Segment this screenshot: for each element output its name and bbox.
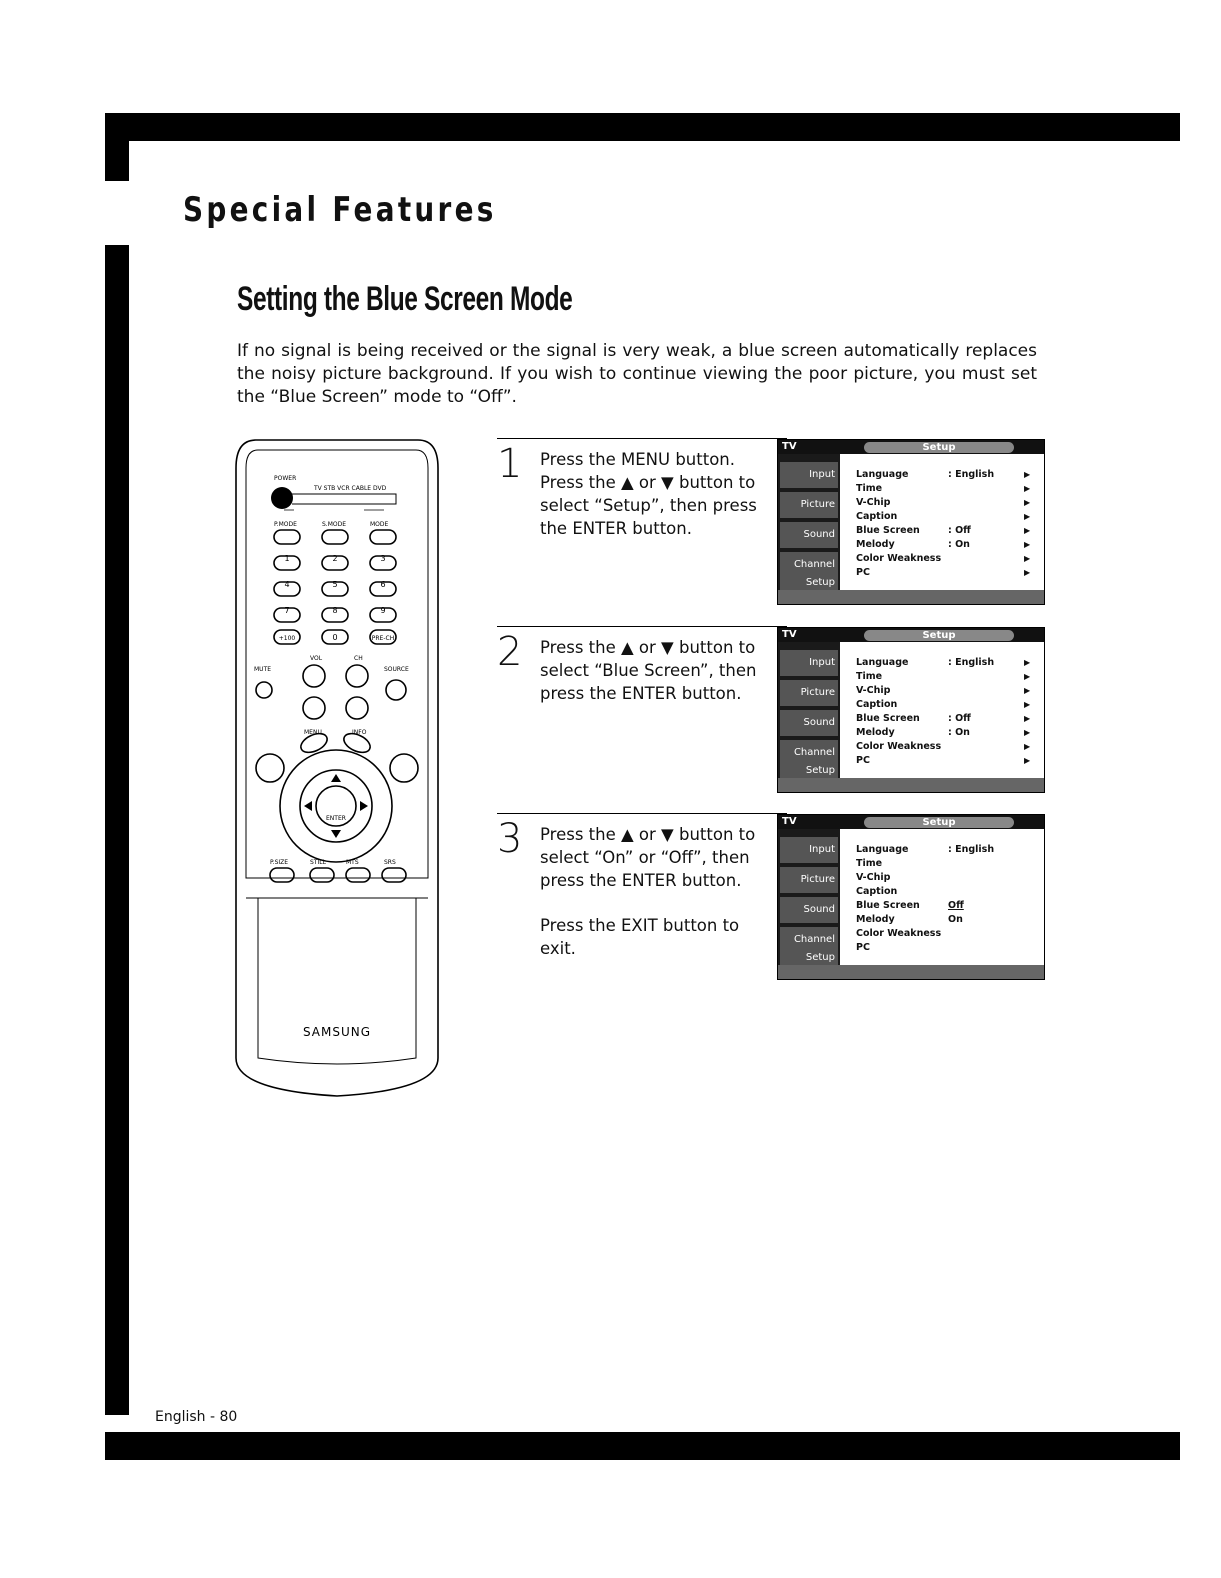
- remote-vol-label: VOL: [310, 655, 323, 662]
- osd-header-label: TV: [782, 629, 797, 640]
- osd-footer: [778, 778, 1044, 792]
- remote-key-100: +100: [278, 635, 296, 642]
- remote-enter-label: ENTER: [326, 815, 346, 822]
- remote-ch-label: CH: [354, 655, 363, 662]
- osd-header-title: Setup: [864, 442, 1014, 453]
- remote-info-label: INFO: [352, 729, 367, 736]
- osd-footer: [778, 590, 1044, 604]
- remote-key-1: 1: [284, 554, 290, 563]
- remote-mode-labels: TV STB VCR CABLE DVD: [314, 485, 387, 492]
- remote-control-illustration: [234, 438, 440, 1100]
- remote-smode-label: S.MODE: [322, 521, 347, 528]
- osd-row: Time: [856, 858, 883, 869]
- osd-tab-setup: Setup: [780, 576, 838, 590]
- osd-row: Language : English: [856, 844, 995, 855]
- osd-tab-sound: Sound: [780, 897, 838, 923]
- osd-header: [778, 440, 1044, 454]
- remote-source-label: SOURCE: [384, 666, 409, 673]
- step-number: 1: [497, 441, 523, 487]
- osd-tab-input: Input: [780, 650, 838, 676]
- osd-row: Time ▶: [856, 483, 1031, 494]
- osd-row: PC ▶: [856, 567, 1031, 578]
- osd-menu: [856, 656, 1036, 768]
- osd-tab-channel: Channel: [780, 927, 838, 953]
- top-bar: [105, 113, 1180, 141]
- osd-row: Melody On: [856, 914, 963, 925]
- osd-header-label: TV: [782, 441, 797, 452]
- remote-key-9: 9: [380, 606, 386, 615]
- remote-mode-label: MODE: [370, 521, 389, 528]
- osd-row: V-Chip ▶: [856, 685, 1031, 696]
- osd-row: Color Weakness ▶: [856, 553, 1031, 564]
- osd-row: Color Weakness: [856, 928, 942, 939]
- osd-row: Caption ▶: [856, 511, 1031, 522]
- remote-pmode-label: P.MODE: [274, 521, 297, 528]
- osd-header-title: Setup: [864, 817, 1014, 828]
- osd-tab-input: Input: [780, 462, 838, 488]
- osd-row: Blue Screen : Off ▶: [856, 525, 1031, 536]
- remote-power-label: POWER: [274, 475, 297, 482]
- osd-option-on: On: [948, 914, 963, 925]
- remote-srs-label: SRS: [384, 859, 396, 866]
- osd-row: Melody : On ▶: [856, 727, 1031, 738]
- osd-menu: [856, 843, 1036, 955]
- bottom-bar: [105, 1432, 1180, 1460]
- osd-header: [778, 815, 1044, 829]
- osd-footer: [778, 965, 1044, 979]
- osd-row: PC: [856, 942, 870, 953]
- osd-row: Melody : On ▶: [856, 539, 1031, 550]
- remote-key-8: 8: [332, 606, 338, 615]
- osd-tab-picture: Picture: [780, 680, 838, 706]
- osd-header: [778, 628, 1044, 642]
- osd-screenshot-1: [777, 439, 1045, 605]
- remote-key-6: 6: [380, 580, 386, 589]
- osd-row: Caption: [856, 886, 898, 897]
- osd-row: Color Weakness ▶: [856, 741, 1031, 752]
- osd-tab-input: Input: [780, 837, 838, 863]
- step-note: Press the EXIT button to exit.: [540, 916, 740, 958]
- step-number: 3: [497, 816, 523, 862]
- remote-key-3: 3: [380, 554, 386, 563]
- osd-row: V-Chip: [856, 872, 891, 883]
- remote-key-4: 4: [284, 580, 290, 589]
- remote-key-prech: PRE-CH: [371, 635, 395, 642]
- left-bar: [105, 245, 129, 1415]
- osd-row: PC ▶: [856, 755, 1031, 766]
- step-instruction: Press the MENU button. Press the ▲ or ▼ button to select “Setup”, then press the ENTER button.: [540, 450, 757, 538]
- osd-row: Caption ▶: [856, 699, 1031, 710]
- osd-tab-sound: Sound: [780, 522, 838, 548]
- osd-option-off: Off: [948, 900, 964, 911]
- remote-menu-label: MENU: [304, 729, 322, 736]
- osd-row: Language : English ▶: [856, 469, 1031, 480]
- remote-still-label: STILL: [310, 859, 326, 866]
- osd-tab-sound: Sound: [780, 710, 838, 736]
- osd-row-selected: Blue Screen : Off ▶: [856, 713, 1031, 724]
- osd-row: Blue Screen Off: [856, 900, 964, 911]
- intro-paragraph: If no signal is being received or the signal is very weak, a blue screen automatically replaces the noisy picture background. If you wish to continue viewing the poor picture, you must set the “Blue Screen” mode to “Off”.: [237, 341, 1037, 407]
- osd-sidebar: [778, 815, 840, 979]
- osd-tab-picture: Picture: [780, 492, 838, 518]
- top-left-tab: [105, 113, 129, 181]
- step-rule: [497, 626, 787, 627]
- step-rule: [497, 438, 787, 439]
- remote-key-5: 5: [332, 580, 338, 589]
- remote-key-0: 0: [332, 633, 338, 642]
- remote-psize-label: P.SIZE: [270, 859, 289, 866]
- step-text: [540, 448, 775, 540]
- step-instruction: Press the ▲ or ▼ button to select “On” or “Off”, then press the ENTER button.: [540, 825, 756, 890]
- osd-menu: [856, 468, 1036, 580]
- osd-tab-channel: Channel: [780, 552, 838, 578]
- step-number: 2: [497, 629, 523, 675]
- osd-screenshot-3: [777, 814, 1045, 980]
- osd-tab-setup: Setup: [780, 951, 838, 965]
- section-title: Special Features: [183, 190, 497, 230]
- remote-brand: SAMSUNG: [302, 1025, 372, 1039]
- step-instruction: Press the ▲ or ▼ button to select “Blue Screen”, then press the ENTER button.: [540, 638, 757, 703]
- osd-row: Time ▶: [856, 671, 1031, 682]
- osd-sidebar: [778, 628, 840, 792]
- osd-header-label: TV: [782, 816, 797, 827]
- osd-tab-picture: Picture: [780, 867, 838, 893]
- page-title: Setting the Blue Screen Mode: [237, 280, 573, 318]
- osd-tab-channel: Channel: [780, 740, 838, 766]
- osd-row: V-Chip ▶: [856, 497, 1031, 508]
- page-footer: English - 80: [155, 1409, 238, 1425]
- step-rule: [497, 813, 787, 814]
- osd-row: Language : English ▶: [856, 657, 1031, 668]
- remote-key-2: 2: [332, 554, 338, 563]
- osd-sidebar: [778, 440, 840, 604]
- step-text: [540, 636, 775, 705]
- osd-header-title: Setup: [864, 630, 1014, 641]
- osd-screenshot-2: [777, 627, 1045, 793]
- step-text: [540, 823, 775, 960]
- osd-tab-setup: Setup: [780, 764, 838, 778]
- remote-mute-label: MUTE: [254, 666, 272, 673]
- remote-key-7: 7: [284, 606, 290, 615]
- remote-mts-label: MTS: [346, 859, 359, 866]
